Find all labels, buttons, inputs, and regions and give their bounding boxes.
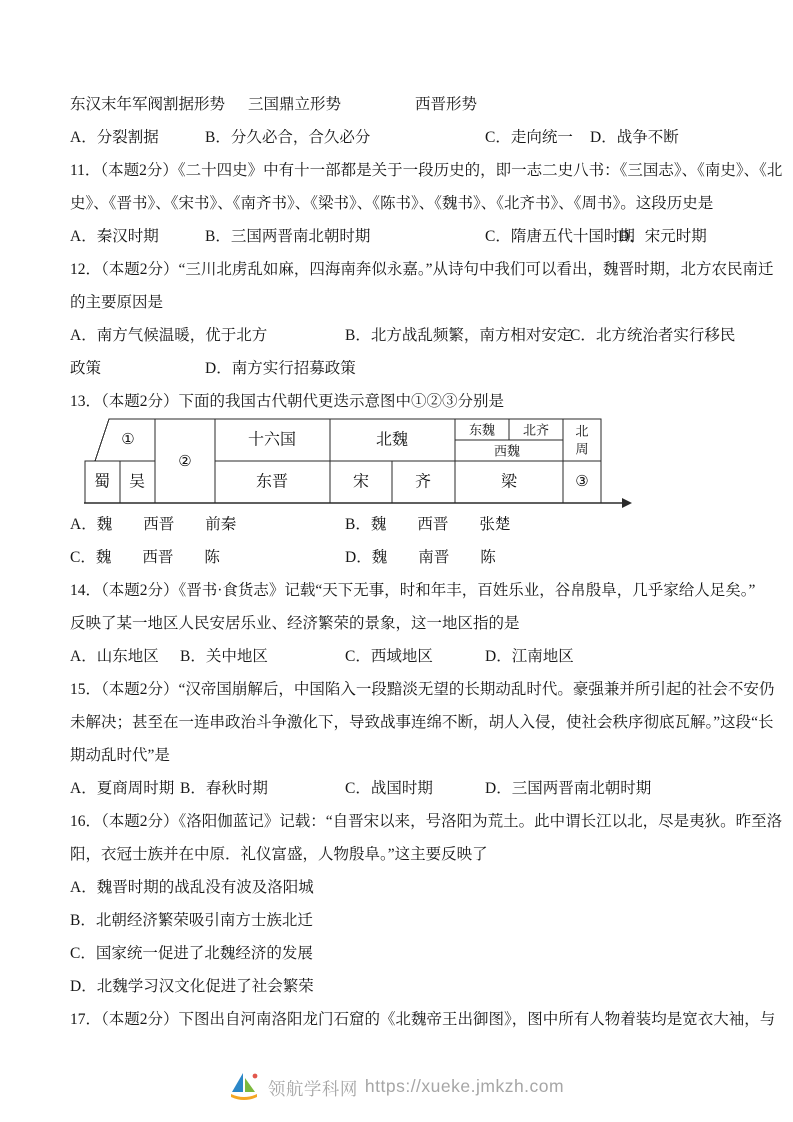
q11-options-row: [70, 220, 723, 253]
q13-option-a: A．魏 西晋 前秦: [70, 516, 237, 533]
q13-options-row1: [70, 508, 723, 541]
caption-warlord-map: 东汉末年军阀割据形势: [70, 96, 226, 113]
diagram-label-qi: 齐: [414, 473, 432, 491]
q14-stem-line2: 反映了某一地区人民安居乐业、经济繁荣的景象，这一地区指的是: [70, 615, 520, 632]
q16-stem-line2: 阳，衣冠士族并在中原．礼仪富盛，人物殷阜。”这主要反映了: [70, 846, 488, 863]
q11-option-d: D．宋元时期: [618, 228, 707, 245]
q14-option-c: C．西域地区: [345, 648, 433, 665]
q13-option-b: B．魏 西晋 张楚: [345, 516, 511, 533]
site-logo-icon: [229, 1071, 259, 1106]
q12-option-c-part1: C．北方统治者实行移民: [570, 327, 736, 344]
diagram-label-northern-zhou-1: 北: [575, 423, 589, 439]
q10-option-b: B．分久必合，合久必分: [205, 129, 371, 146]
q12-stem-line1: 12．（本题2分）“三川北虏乱如麻，四海南奔似永嘉。”从诗句中我们可以看出，魏晋时期，北方农民南迁: [70, 261, 774, 278]
q14-option-d: D．江南地区: [485, 648, 574, 665]
caption-western-jin-map: 西晋形势: [415, 96, 478, 113]
q11-stem-line1: 11．（本题2分）《二十四史》中有十一部都是关于一段历史的，即一志二史八书：《三国志》、《南史》、《北: [70, 162, 783, 179]
q11-option-b: B．三国两晋南北朝时期: [205, 228, 371, 245]
diagram-label-circle2: ②: [178, 454, 192, 470]
q11-option-c: C．隋唐五代十国时期: [485, 228, 635, 245]
image-captions-row: [70, 88, 723, 121]
q15-stem-line1: 15．（本题2分）“汉帝国崩解后，中国陷入一段黯淡无望的长期动乱时代。豪强兼并所引起的社会不安仍: [70, 681, 775, 698]
q13-option-c: C．魏 西晋 陈: [70, 549, 220, 566]
q14-options-row: [70, 640, 723, 673]
q16-option-d: D．北魏学习汉文化促进了社会繁荣: [70, 978, 314, 995]
diagram-label-western-wei: 西魏: [493, 443, 521, 459]
diagram-label-northern-wei: 北魏: [375, 431, 409, 449]
q11-stem-line2: 史》、《晋书》、《宋书》、《南齐书》、《梁书》、《陈书》、《魏书》、《北齐书》、《周书》。这段历史是: [70, 195, 714, 212]
diagram-label-eastern-jin: 东晋: [255, 473, 289, 491]
caption-three-kingdoms-map: 三国鼎立形势: [248, 96, 342, 113]
diagram-label-circle1: ①: [121, 432, 135, 448]
q14-option-b: B．关中地区: [180, 648, 268, 665]
q15-option-b: B．春秋时期: [180, 780, 268, 797]
footer-site-name: 领航学科网: [267, 1079, 358, 1099]
q15-option-d: D．三国两晋南北朝时期: [485, 780, 652, 797]
q10-options-row: [70, 121, 723, 154]
q17-stem-line1: 17．（本题2分）下图出自河南洛阳龙门石窟的《北魏帝王出御图》，图中所有人物着装均是宽衣大袖，与: [70, 1011, 776, 1028]
diagram-label-song: 宋: [352, 473, 370, 491]
q16-option-b: B．北朝经济繁荣吸引南方士族北迁: [70, 912, 313, 929]
footer-watermark: [0, 1071, 793, 1106]
q14-option-a: A．山东地区: [70, 648, 159, 665]
q13-options-row2: [70, 541, 723, 574]
q12-options-row1: [70, 319, 736, 352]
diagram-label-shu: 蜀: [93, 473, 111, 491]
q16-option-c: C．国家统一促进了北魏经济的发展: [70, 945, 313, 962]
q16-option-a: A．魏晋时期的战乱没有波及洛阳城: [70, 879, 314, 896]
q12-option-b: B．北方战乱频繁，南方相对安定: [345, 327, 573, 344]
footer-site-url: https://xueke.jmkzh.com: [364, 1076, 565, 1096]
q13-option-d: D．魏 南晋 陈: [345, 549, 496, 566]
q12-options-row2: [70, 352, 723, 385]
q12-option-a: A．南方气候温暖，优于北方: [70, 327, 268, 344]
q15-stem-line3: 期动乱时代”是: [70, 747, 170, 764]
q13-stem: 13．（本题2分）下面的我国古代朝代更迭示意图中①②③分别是: [70, 393, 505, 410]
q12-stem-line2: 的主要原因是: [70, 294, 164, 311]
q14-stem-line1: 14．（本题2分）《晋书·食货志》记载“天下无事，时和年丰，百姓乐业，谷帛殷阜，几乎家给人足矣。”: [70, 582, 756, 599]
diagram-label-liang: 梁: [500, 473, 518, 491]
diagram-label-northern-zhou-2: 周: [575, 441, 589, 457]
q10-option-d: D．战争不断: [590, 129, 679, 146]
q15-options-row: [70, 772, 723, 805]
diagram-label-northern-qi: 北齐: [522, 422, 550, 438]
diagram-label-circle3: ③: [575, 474, 589, 490]
diagram-label-eastern-wei: 东魏: [468, 422, 496, 438]
q10-option-a: A．分裂割据: [70, 129, 159, 146]
timeline-arrowhead-icon: [622, 498, 632, 508]
q15-option-a: A．夏商周时期: [70, 780, 175, 797]
q16-stem-line1: 16．（本题2分）《洛阳伽蓝记》记载：“自晋宋以来，号洛阳为荒土。此中谓长江以北，尽是夷狄。昨至洛: [70, 813, 783, 830]
q15-stem-line2: 未解决；甚至在一连串政治斗争激化下，导致战事连绵不断，胡人入侵，使社会秩序彻底瓦解。”这段“长: [70, 714, 774, 731]
diagram-label-sixteen-kingdoms: 十六国: [247, 431, 297, 449]
q15-option-c: C．战国时期: [345, 780, 433, 797]
q12-option-d: D．南方实行招募政策: [205, 360, 356, 377]
dynasty-diagram-svg: [84, 418, 634, 510]
q12-option-c-part2: 政策: [70, 360, 102, 377]
dynasty-succession-diagram: [70, 418, 723, 508]
q10-option-c: C．走向统一: [485, 129, 573, 146]
diagram-label-wu: 吴: [128, 473, 146, 491]
q11-option-a: A．秦汉时期: [70, 228, 159, 245]
